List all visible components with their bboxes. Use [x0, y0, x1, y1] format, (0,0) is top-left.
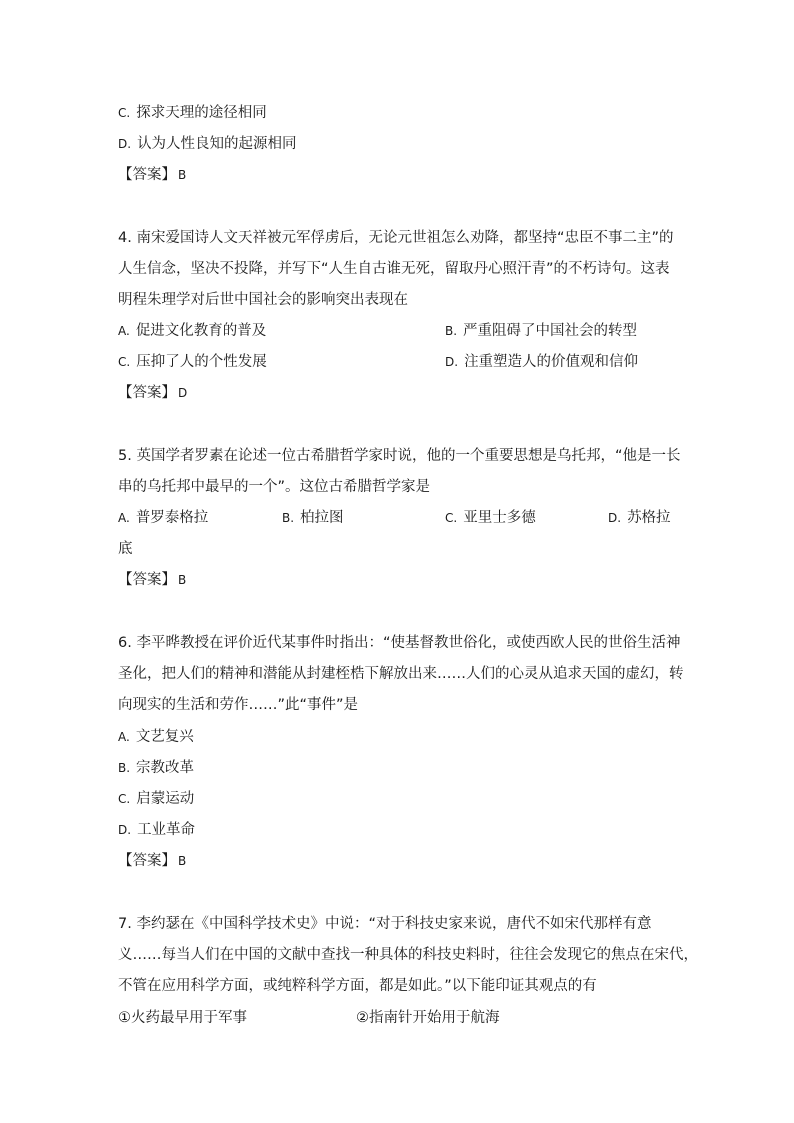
q5-option-d-wrap: 底: [118, 541, 133, 557]
q5-option-c: C. 亚里士多德: [445, 510, 536, 526]
q6-option-c: C. 启蒙运动: [118, 791, 195, 807]
q4-option-a: A. 促进文化教育的普及: [118, 323, 267, 339]
q5-option-d: D. 苏格拉: [608, 510, 671, 526]
q6-option-b: B. 宗教改革: [118, 760, 195, 776]
q6-option-d: D. 工业革命: [118, 822, 196, 838]
q3-answer: 【答案】 B: [118, 167, 187, 183]
q4-option-c: C. 压抑了人的个性发展: [118, 354, 267, 370]
q5-stem-line-2: 串的乌托邦中最早的一个”。这位古希腊哲学家是: [118, 479, 431, 495]
q4-option-b: B. 严重阻碍了中国社会的转型: [445, 323, 638, 339]
q7-item-2: ②指南针开始用于航海: [356, 1010, 500, 1026]
q6-stem-line-1: 6. 李平晔教授在评价近代某事件时指出：“使基督教世俗化，或使西欧人民的世俗生活神: [118, 635, 681, 651]
q7-item-1: ①火药最早用于军事: [118, 1010, 247, 1026]
q7-stem-line-2: 义……每当人们在中国的文献中查找一种具体的科技史料时，往往会发现它的焦点在宋代，: [118, 947, 698, 963]
q4-stem-line-2: 人生信念，坚决不投降，并写下“人生自古谁无死，留取丹心照汗青”的不朽诗句。这表: [118, 261, 670, 277]
q4-stem-line-1: 4. 南宋爱国诗人文天祥被元军俘虏后，无论元世祖怎么劝降，都坚持“忠臣不事二主”的: [118, 230, 674, 246]
q3-option-c: C. 探求天理的途径相同: [118, 105, 267, 121]
q5-option-a: A. 普罗泰格拉: [118, 510, 209, 526]
q6-stem-line-2: 圣化，把人们的精神和潜能从封建桎梏下解放出来……人们的心灵从追求天国的虚幻，转: [118, 666, 684, 682]
q7-stem-line-1: 7. 李约瑟在《中国科学技术史》中说：“对于科技史家来说，唐代不如宋代那样有意: [118, 916, 652, 932]
q4-stem-line-3: 明程朱理学对后世中国社会的影响突出表现在: [118, 292, 408, 308]
q4-answer: 【答案】 D: [118, 385, 188, 401]
q6-option-a: A. 文艺复兴: [118, 729, 194, 745]
q6-stem-line-3: 向现实的生活和劳作……”此“事件”是: [118, 697, 359, 713]
q3-option-d: D. 认为人性良知的起源相同: [118, 136, 297, 152]
q4-option-d: D. 注重塑造人的价值观和信仰: [445, 354, 639, 370]
q5-stem-line-1: 5. 英国学者罗素在论述一位古希腊哲学家时说，他的一个重要思想是乌托邦，“他是一长: [118, 448, 681, 464]
q5-option-b: B. 柏拉图: [282, 510, 344, 526]
q5-answer: 【答案】 B: [118, 572, 187, 588]
q6-answer: 【答案】 B: [118, 853, 187, 869]
q7-stem-line-3: 不管在应用科学方面，或纯粹科学方面，都是如此。”以下能印证其观点的有: [118, 978, 597, 994]
